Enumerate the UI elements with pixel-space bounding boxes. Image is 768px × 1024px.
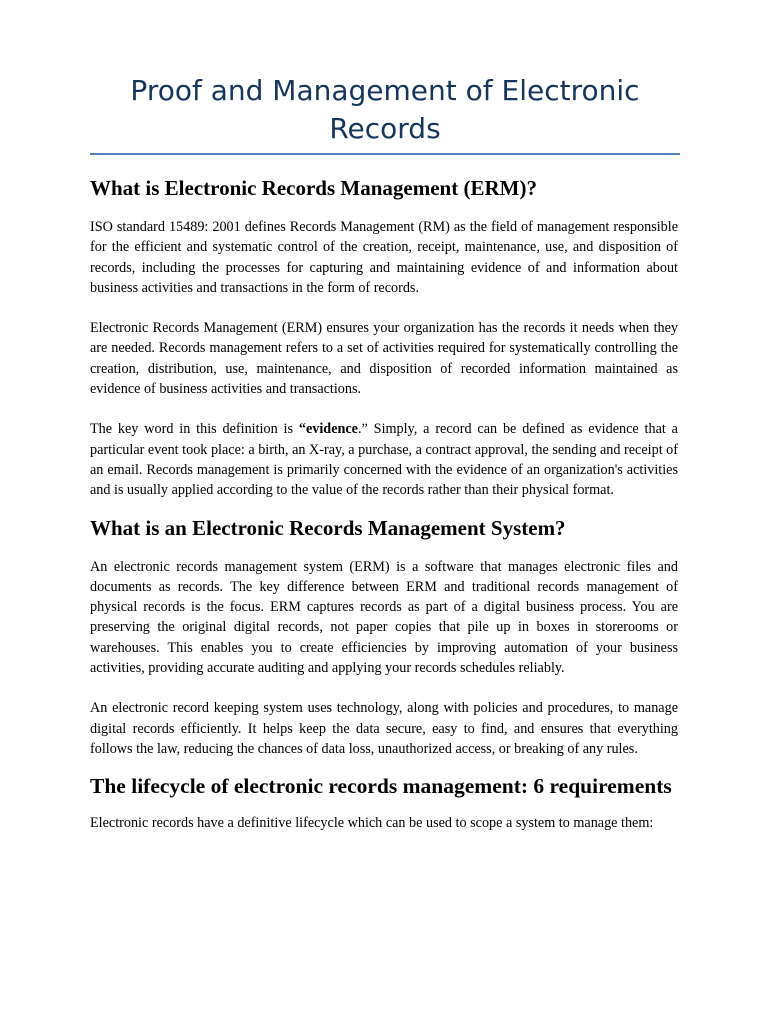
title-underline (90, 153, 680, 155)
evidence-text-after: .” Simply, a record can be defined as evidence that a particular event took place: a birth, an X-ray, a purchase, a contract approval, the sending and receipt of an email. Records management is primarily concerned with the evidence of an organization's activities and is usually applied according to the value of the records rather than their physical format. (90, 421, 678, 499)
paragraph-record-keeping: An electronic record keeping system uses technology, along with policies and procedures, to manage digital records efficiently. It helps keep the data secure, easy to find, and ensures that everything follows the law, reducing the chances of data loss, unauthorized access, or breaking of any rules. (90, 700, 678, 757)
paragraph-evidence (90, 419, 678, 500)
paragraph-erm-purpose: Electronic Records Management (ERM) ensures your organization has the records it needs when they are needed. Records management refers to a set of activities required for systematically controlling the creation, distribution, use, maintenance, and disposition of recorded information maintained as evidence of business activities and transactions. (90, 320, 678, 398)
paragraph-iso-definition: ISO standard 15489: 2001 defines Records Management (RM) as the field of management responsible for the efficient and systematic control of the creation, receipt, maintenance, use, and disposition of records, including the processes for capturing and maintaining evidence of and information about business activities and transactions in the form of records. (90, 219, 678, 296)
paragraph-lifecycle: Electronic records have a definitive lifecycle which can be used to scope a system to manage them: (90, 815, 654, 832)
document-title: Proof and Management of Electronic Records (130, 74, 640, 145)
section-heading-lifecycle: The lifecycle of electronic records management: 6 requirements (90, 774, 672, 799)
section-heading-erm-system: What is an Electronic Records Management System? (90, 515, 566, 540)
evidence-text-before: The key word in this definition is (90, 421, 299, 438)
paragraph-erm-system: An electronic records management system (ERM) is a software that manages electronic files and documents as records. The key difference between ERM and traditional records management of physical records is the focus. ERM captures records as part of a digital business process. You are preserving the original digital records, not paper copies that pile up in boxes in storerooms or warehouses. This enables you to create efficiencies by improving automation of your business activities, providing accurate auditing and applying your records schedules reliably. (90, 558, 678, 677)
evidence-keyword: “evidence (298, 421, 358, 438)
document-body (90, 174, 678, 854)
section-heading-erm: What is Electronic Records Management (ERM)? (90, 176, 537, 200)
